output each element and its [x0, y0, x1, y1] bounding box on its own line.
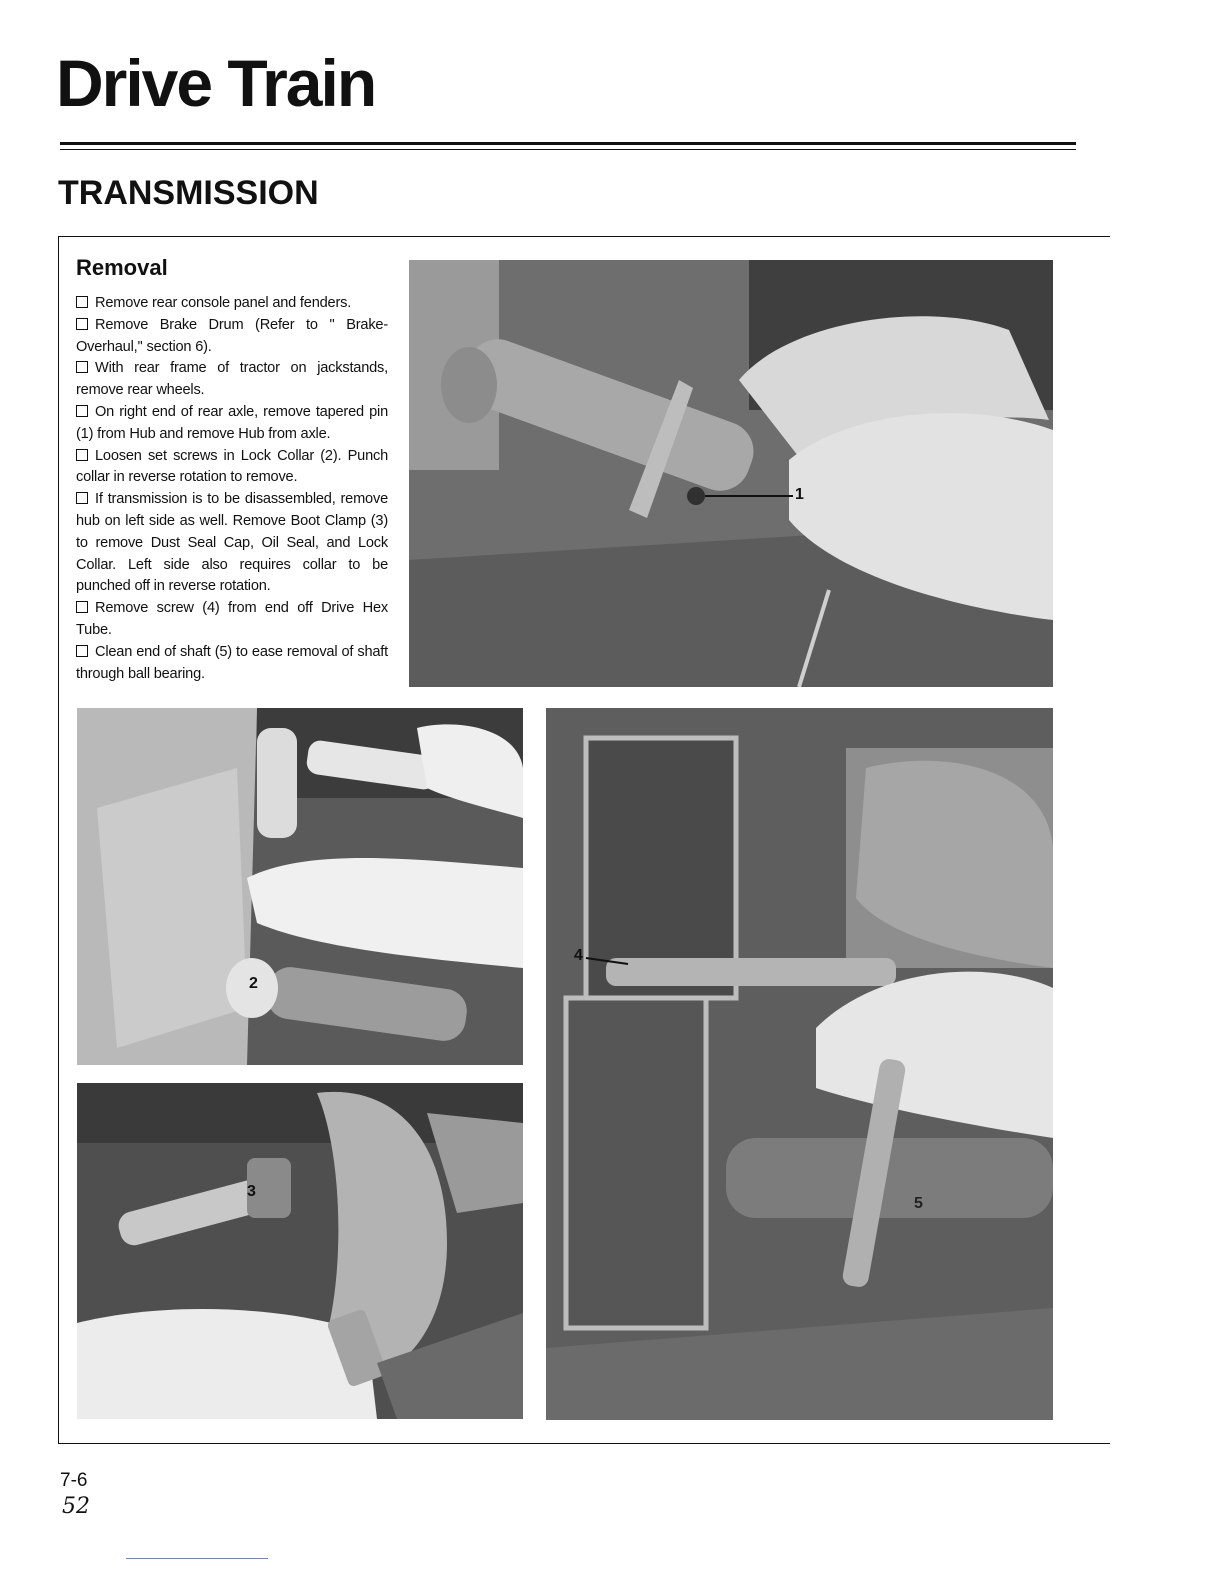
photo-tapered-pin — [409, 260, 1053, 687]
step-item — [76, 293, 388, 315]
removal-heading: Removal — [76, 255, 168, 280]
chapter-title: Drive Train — [56, 46, 376, 120]
checkbox-icon — [76, 492, 88, 504]
checkbox-icon — [76, 645, 88, 657]
photo-drive-hex-tube — [546, 708, 1053, 1420]
step-text: Clean end of shaft (5) to ease removal of shaft through ball bearing. — [76, 643, 388, 682]
step-item — [76, 446, 388, 490]
checkbox-icon — [76, 318, 88, 330]
step-text: With rear frame of tractor on jackstands, remove rear wheels. — [76, 360, 388, 399]
section-title: TRANSMISSION — [58, 174, 319, 212]
checkbox-icon — [76, 449, 88, 461]
handwritten-page-number: 52 — [62, 1494, 90, 1519]
checkbox-icon — [76, 601, 88, 613]
step-item — [76, 402, 388, 446]
checkbox-icon — [76, 405, 88, 417]
step-item — [76, 358, 388, 402]
step-text: If transmission is to be disassembled, remove hub on left side as well. Remove Boot Clamp (3) to remove Dust Seal Cap, Oil Seal, and Lock Collar. Left side also requires collar to be punched off in reverse rotation. — [76, 491, 388, 595]
checkbox-icon — [76, 296, 88, 308]
step-text: Remove screw (4) from end off Drive Hex Tube. — [76, 600, 388, 638]
frame-top-border — [58, 236, 1110, 237]
step-item — [76, 598, 388, 642]
step-item — [76, 642, 388, 686]
step-item — [76, 489, 388, 598]
step-text: Loosen set screws in Lock Collar (2). Punch collar in reverse rotation to remove. — [76, 447, 388, 486]
callout-3: 3 — [247, 1183, 256, 1200]
photo-boot-clamp — [77, 1083, 523, 1419]
step-item — [76, 315, 388, 359]
callout-1: 1 — [795, 486, 804, 503]
photo-lock-collar — [77, 708, 523, 1065]
title-rule — [60, 142, 1076, 145]
callout-5: 5 — [914, 1195, 923, 1212]
checkbox-icon — [76, 361, 88, 373]
frame-bottom-border — [58, 1443, 1110, 1444]
footer-mark-line — [126, 1558, 268, 1559]
callout-4: 4 — [574, 947, 583, 964]
step-text: Remove Brake Drum (Refer to '' Brake-Overhaul,'' section 6). — [76, 316, 388, 355]
removal-steps-list — [76, 293, 388, 685]
callout-2: 2 — [249, 975, 258, 992]
step-text: Remove rear console panel and fenders. — [95, 295, 352, 311]
page-number: 7-6 — [60, 1470, 88, 1491]
frame-left-border — [58, 236, 59, 1444]
step-text: On right end of rear axle, remove tapered pin (1) from Hub and remove Hub from axle. — [76, 403, 388, 442]
title-rule-thin — [60, 149, 1076, 150]
